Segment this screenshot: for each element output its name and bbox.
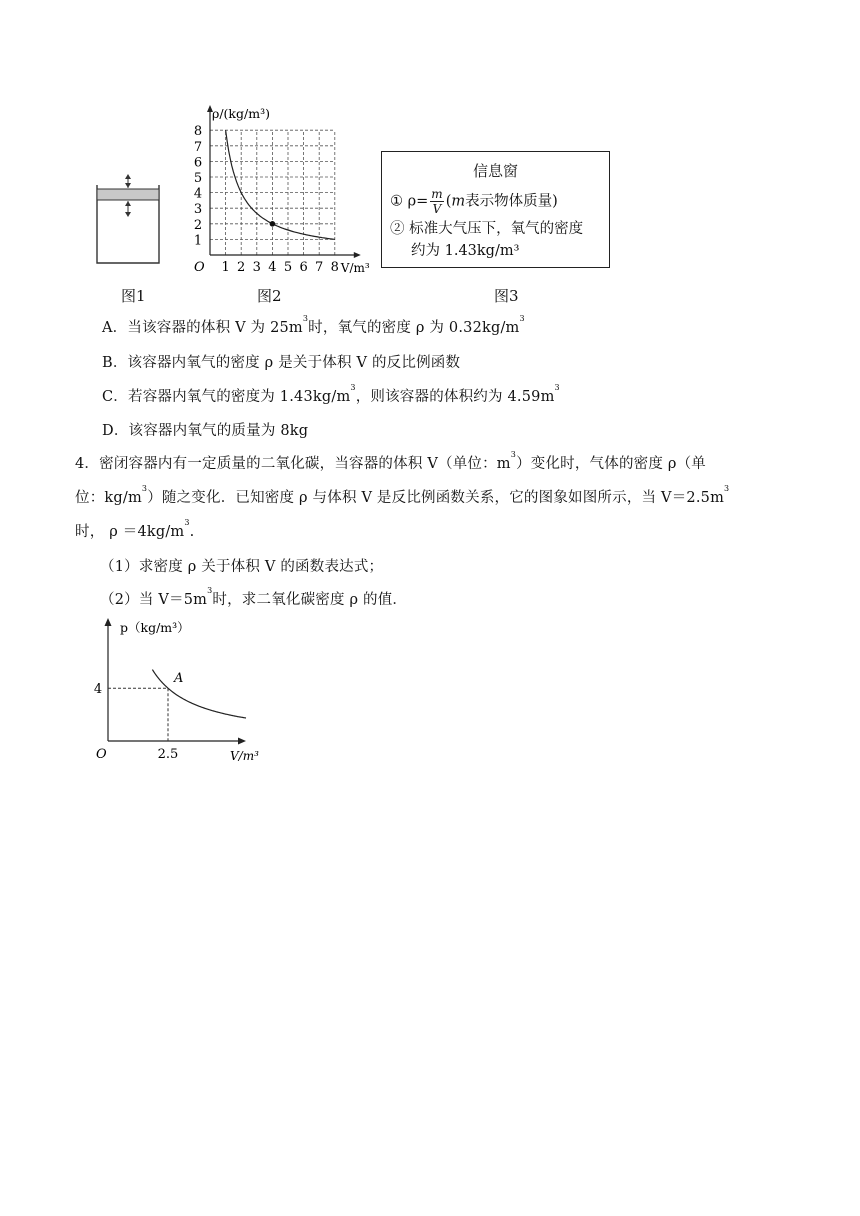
y-tick-label: 3 bbox=[193, 202, 203, 218]
x-tick-label: 2 bbox=[237, 260, 246, 275]
y-tick-label: 7 bbox=[193, 139, 203, 155]
origin-label: O bbox=[194, 260, 205, 275]
option-d: D．该容器内氧气的质量为 8kg bbox=[102, 423, 309, 439]
y-axis-label: ρ/(kg/m³) bbox=[212, 106, 270, 121]
info-oxygen-line2: 约为 1.43kg/m³ bbox=[411, 243, 520, 259]
x-axis-arrow bbox=[238, 738, 246, 745]
info-oxygen-line1: ② 标准大气压下，氧气的密度 bbox=[390, 221, 584, 237]
y-tick-label: 1 bbox=[193, 233, 203, 249]
x-tick-label: 7 bbox=[315, 260, 324, 275]
y-tick-label: 4 bbox=[93, 682, 103, 698]
point-label: A bbox=[174, 671, 184, 687]
y-tick-label: 4 bbox=[193, 186, 203, 202]
y-tick-label: 2 bbox=[193, 217, 203, 233]
x-tick-label: 1 bbox=[221, 260, 230, 275]
q4-line1: 4．密闭容器内有一定质量的二氧化碳，当容器的体积 V（单位：$m^3$）变化时，气体的密度 ρ（单 bbox=[75, 450, 706, 472]
x-tick-label: 6 bbox=[299, 260, 308, 275]
y-tick-label: 5 bbox=[193, 171, 203, 186]
q4-line3: 时， $\rho =4kg/m^3$. bbox=[75, 518, 195, 540]
y-tick-label: 6 bbox=[193, 155, 203, 171]
figure3-caption: 图3 bbox=[494, 287, 519, 305]
x-axis-arrow bbox=[354, 252, 361, 258]
density-fraction: $\frac{m}{V}$ bbox=[431, 187, 443, 216]
figure1-caption: 图1 bbox=[121, 287, 146, 305]
x-tick-label: 5 bbox=[283, 260, 293, 275]
info-window bbox=[381, 151, 610, 268]
origin-label: O bbox=[96, 747, 107, 762]
info-formula: ① ρ= $\frac{m}{V}$ (m表示物体质量) bbox=[390, 187, 558, 216]
q4-sub1: （1）求密度 ρ 关于体积 V 的函数表达式； bbox=[100, 559, 384, 575]
q4-sub2: （2）当 $V=5m^3$时，求二氧化碳密度 ρ 的值． bbox=[100, 586, 408, 608]
x-axis-label: V/m³ bbox=[340, 261, 370, 275]
x-tick-label: 2.5 bbox=[157, 747, 179, 762]
option-b: B．该容器内氧气的密度 ρ 是关于体积 V 的反比例函数 bbox=[102, 355, 461, 371]
x-axis-label: V/m³ bbox=[230, 749, 259, 763]
y-tick-label: 8 bbox=[193, 124, 203, 140]
y-axis-arrow bbox=[105, 618, 112, 626]
container-figure bbox=[96, 173, 160, 265]
q4-line2: 位：$kg/m^3$）随之变化．已知密度 ρ 与体积 V 是反比例函数关系，它的图象如图所示，当 $V=2.5m^3$ bbox=[75, 484, 730, 506]
option-a: A．当该容器的体积 V 为 $25m^3$时，氧气的密度 ρ 为 $0.32kg/m^3$ bbox=[102, 314, 525, 336]
marked-point bbox=[270, 221, 276, 227]
inverse-curve bbox=[152, 670, 246, 718]
co2-density-chart bbox=[92, 615, 292, 767]
y-axis-label: p（kg/m³） bbox=[120, 620, 190, 635]
inverse-curve bbox=[226, 130, 335, 239]
x-tick-label: 3 bbox=[252, 260, 261, 275]
figure2-caption: 图2 bbox=[257, 287, 282, 305]
info-window-title: 信息窗 bbox=[472, 162, 518, 180]
density-volume-chart bbox=[186, 105, 382, 275]
x-tick-label: 4 bbox=[268, 260, 277, 275]
x-tick-label: 8 bbox=[330, 260, 339, 275]
option-c: C．若容器内氧气的密度为 $1.43kg/m^3$，则该容器的体积约为 $4.59m^3$ bbox=[102, 383, 560, 405]
